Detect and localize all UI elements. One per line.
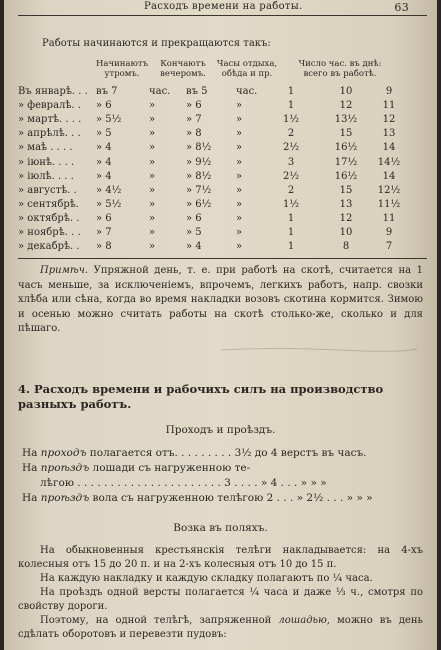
table-row <box>4 114 437 128</box>
cell-s: » 4 <box>96 156 112 168</box>
cell-e: » 6½ <box>186 198 212 210</box>
cell-u2: » <box>236 227 243 238</box>
cell-month: Въ январѣ. . . <box>18 86 88 97</box>
cell-w: 14½ <box>377 156 401 168</box>
cell-s: въ 7 <box>96 86 118 97</box>
table-row <box>4 128 437 142</box>
cell-s: » 6 <box>96 100 112 112</box>
note-text: Упряжной день, т. е. при работѣ на скотѣ, считается на 1 часъ меньше, за исключеніемъ, впрочемъ, легкихъ работъ, напр. свозки хлѣба или сѣна, когда во время накладки возовъ скотина кормится. Зимою и осенью можно считать работы на скотѣ столько-же, сколько и для пѣшаго. <box>18 265 423 334</box>
cell-w: 11 <box>382 212 396 224</box>
table-row <box>4 142 437 156</box>
cell-e: » 8½ <box>186 142 212 154</box>
cell-w: 13 <box>382 128 396 140</box>
cell-u2: » <box>236 184 243 196</box>
cell-e: » 5 <box>186 227 202 238</box>
cell-t: 16½ <box>334 142 358 154</box>
cell-u1: » <box>149 156 156 168</box>
cell-w: 11 <box>382 100 396 112</box>
running-header <box>4 0 437 14</box>
cell-u2: » <box>236 100 243 112</box>
cell-u2: » <box>236 212 243 224</box>
section-heading <box>18 382 423 412</box>
cell-r: 1 <box>287 100 295 112</box>
cell-month: » іюнѣ. . . . <box>18 156 75 168</box>
book-page <box>4 0 437 650</box>
cell-u1: » <box>149 128 156 140</box>
cell-r: 3 <box>287 156 295 168</box>
cell-u2: » <box>236 198 243 210</box>
cell-r: 2 <box>287 128 295 140</box>
cell-w: 11½ <box>377 198 401 210</box>
cell-s: » 5½ <box>96 114 122 126</box>
table-row <box>4 185 437 199</box>
pencil-mark <box>219 346 419 354</box>
cell-u1: » <box>149 212 156 224</box>
cell-e: въ 5 <box>186 86 208 97</box>
table-row <box>4 199 437 213</box>
cell-u1: час. <box>149 86 171 97</box>
cell-r: 1 <box>287 227 295 238</box>
cell-w: 7 <box>385 241 393 253</box>
travel-horse: На проѣздъ лошади съ нагруженною те- <box>22 462 251 474</box>
cell-t: 12 <box>339 100 353 112</box>
cell-month: » апрѣлѣ. . . <box>18 128 81 140</box>
fields-p4: Поэтому, на одной телѣгѣ, запряженной лошадью, можно въ день сдѣлать оборотовъ и перевезти пудовъ: <box>18 615 423 640</box>
subheading-fields: Возка въ поляхъ. <box>173 522 268 534</box>
travel-walking: На проходъ полагается отъ. . . . . . . . . 3½ до 4 верстъ въ часъ. <box>22 447 367 459</box>
cell-e: » 9½ <box>186 156 212 168</box>
cell-w: 12 <box>382 114 396 126</box>
cell-month: » сентябрѣ. <box>18 198 79 210</box>
table-row <box>4 100 437 114</box>
section-number: 4. <box>18 382 31 396</box>
cell-e: » 4 <box>186 241 202 253</box>
cell-e: » 8½ <box>186 170 212 182</box>
cell-t: 10 <box>339 227 353 238</box>
running-title: Расходъ времени на работы. <box>144 1 303 12</box>
section-title: Расходъ времени и рабочихъ силъ на производство разныхъ работъ. <box>18 382 384 411</box>
cell-u1: » <box>149 184 156 196</box>
cell-t: 13 <box>339 198 353 210</box>
cell-t: 8 <box>342 241 350 253</box>
header-rule <box>18 15 427 16</box>
table-intro: Работы начинаются и прекращаются такъ: <box>42 38 271 49</box>
fields-text <box>18 544 423 642</box>
table-rule <box>18 258 427 259</box>
cell-s: » 4½ <box>96 184 122 196</box>
cell-u1: » <box>149 198 156 210</box>
cell-month: » мартѣ. . . . <box>18 114 82 126</box>
fields-p3: На проѣздъ одной версты полагается ¼ часа и даже ⅓ ч., смотря по свойству дороги. <box>18 587 423 612</box>
column-header-rest: Часы отдыха, обѣда и пр. <box>216 59 278 79</box>
cell-w: 9 <box>385 86 393 97</box>
cell-e: » 7 <box>186 114 202 126</box>
cell-r: 2½ <box>282 170 300 182</box>
cell-t: 13½ <box>334 114 358 126</box>
table-row <box>4 241 437 255</box>
subheading-travel: Проходъ и проѣздъ. <box>165 424 276 436</box>
cell-s: » 5½ <box>96 198 122 210</box>
cell-r: 1½ <box>282 114 300 126</box>
cell-u1: » <box>149 170 156 182</box>
fields-p1: На обыкновенныя крестьянскія телѣги накладывается: на 4-хъ колесныя отъ 15 до 20 п. и на 2-хъ колесныя отъ 10 до 15 п. <box>18 545 423 570</box>
cell-t: 15 <box>339 184 353 196</box>
cell-t: 17½ <box>334 156 358 168</box>
column-header-work: Число час. въ днѣ: всего въ работѣ. <box>298 59 382 79</box>
cell-u2: » <box>236 156 243 168</box>
cell-u1: » <box>149 114 156 126</box>
cell-u2: час. <box>236 86 258 97</box>
cell-s: » 4 <box>96 170 112 182</box>
cell-r: 1½ <box>282 198 300 210</box>
cell-e: » 7½ <box>186 184 212 196</box>
cell-u2: » <box>236 170 243 182</box>
table-note <box>18 264 423 337</box>
cell-month: » маѣ . . . . <box>18 142 73 154</box>
note-label: Примѣч. <box>40 265 89 276</box>
table-row <box>4 86 437 100</box>
cell-s: » 6 <box>96 212 112 224</box>
cell-u1: » <box>149 142 156 154</box>
cell-u1: » <box>149 100 156 112</box>
page-number: 63 <box>394 1 409 14</box>
cell-month: » февралѣ. . <box>18 100 81 112</box>
cell-s: » 4 <box>96 142 112 154</box>
cell-t: 12 <box>339 212 353 224</box>
cell-month: » ноябрѣ. . . <box>18 227 81 238</box>
cell-s: » 8 <box>96 241 112 253</box>
cell-month: » августѣ. . <box>18 184 77 196</box>
cell-month: » декабрѣ. . <box>18 241 80 253</box>
cell-e: » 6 <box>186 100 202 112</box>
cell-u2: » <box>236 128 243 140</box>
table-row <box>4 227 437 241</box>
cell-w: 9 <box>385 227 393 238</box>
cell-r: 1 <box>287 212 295 224</box>
cell-w: 14 <box>382 142 396 154</box>
cell-w: 14 <box>382 170 396 182</box>
cell-r: 1 <box>287 241 295 253</box>
cell-w: 12½ <box>377 184 401 196</box>
travel-ox: На проѣздъ вола съ нагруженною телѣгою 2 . . . » 2½ . . . » » » <box>22 492 373 504</box>
cell-u1: » <box>149 241 156 253</box>
cell-month: » іюлѣ. . . . <box>18 170 74 182</box>
cell-e: » 8 <box>186 128 202 140</box>
table-row <box>4 213 437 227</box>
cell-s: » 5 <box>96 128 112 140</box>
cell-r: 2½ <box>282 142 300 154</box>
cell-t: 15 <box>339 128 353 140</box>
table-row <box>4 157 437 171</box>
column-header-start: Начинаютъ утромъ. <box>95 59 148 79</box>
cell-r: 1 <box>287 86 295 97</box>
travel-horse-cont: лѣгою . . . . . . . . . . . . . . . . . . . . . . 3 . . . . » 4 . . . » » » <box>40 477 327 489</box>
cell-t: 16½ <box>334 170 358 182</box>
fields-p2: На каждую накладку и каждую складку полагаютъ по ¼ часа. <box>40 573 373 584</box>
cell-r: 2 <box>287 184 295 196</box>
cell-s: » 7 <box>96 227 112 238</box>
column-header-end: Кончаютъ вечеромъ. <box>160 59 206 79</box>
cell-u2: » <box>236 142 243 154</box>
cell-u2: » <box>236 114 243 126</box>
cell-month: » октябрѣ. . <box>18 212 80 224</box>
cell-u1: » <box>149 227 156 238</box>
cell-t: 10 <box>339 86 353 97</box>
table-row <box>4 171 437 185</box>
cell-u2: » <box>236 241 243 253</box>
cell-e: » 6 <box>186 212 202 224</box>
